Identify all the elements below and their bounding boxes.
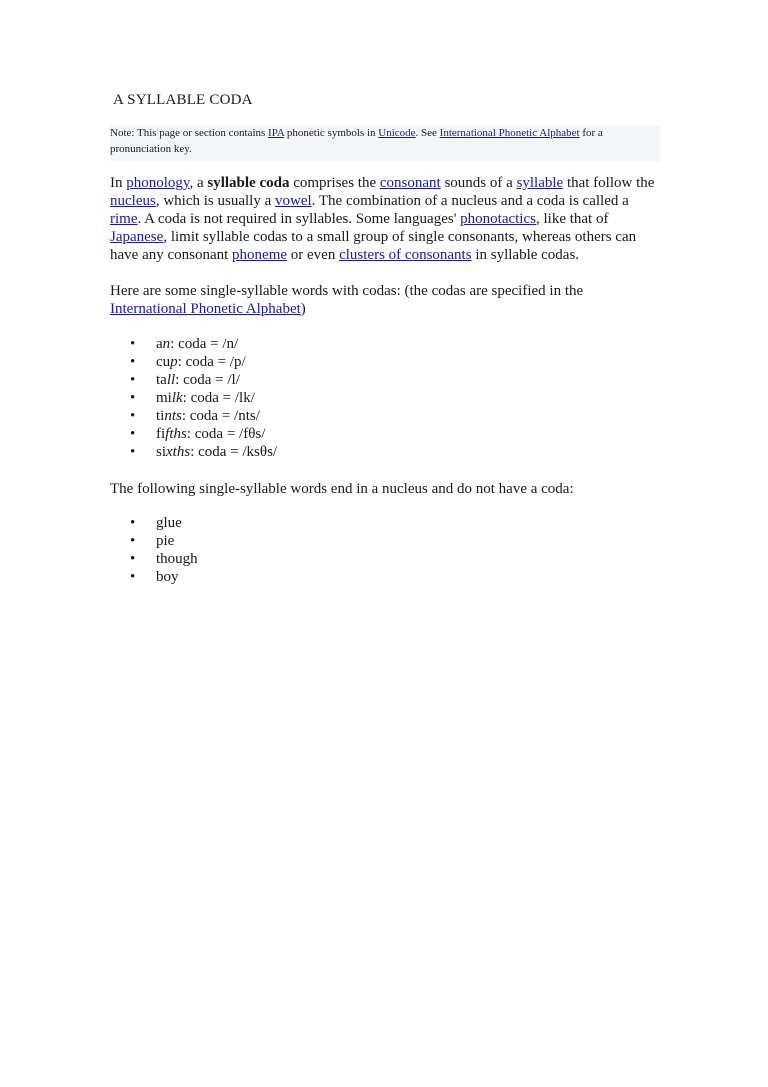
text: )	[300, 301, 306, 317]
word: though	[156, 551, 198, 567]
link-unicode[interactable]: Unicode	[378, 127, 416, 139]
text: sounds of a	[440, 175, 517, 191]
no-coda-examples-list	[110, 514, 198, 586]
note-text: for a pronunciation key.	[110, 127, 603, 155]
coda-part: xths	[166, 444, 191, 460]
word: boy	[156, 569, 179, 585]
examples-intro-paragraph	[110, 282, 662, 318]
bullet: •	[130, 354, 136, 370]
text: . A coda is not required in syllables. Some languages'	[137, 211, 461, 227]
list-item	[110, 335, 277, 353]
text: comprises the	[289, 175, 380, 191]
bullet: •	[130, 515, 136, 531]
note-text: phonetic symbols in	[284, 127, 379, 139]
coda-part: ll	[166, 372, 176, 388]
coda-ipa: : coda = /l/	[175, 372, 240, 388]
ipa-note-box	[110, 125, 660, 161]
link-phonotactics[interactable]: phonotactics	[460, 211, 536, 227]
link-ipa[interactable]: IPA	[268, 127, 285, 139]
word-part: cu	[156, 354, 171, 370]
list-item	[110, 443, 277, 461]
link-phoneme[interactable]: phoneme	[232, 247, 288, 263]
list-item	[110, 389, 277, 407]
word-part: a	[156, 336, 163, 352]
bullet: •	[130, 569, 136, 585]
text: , limit syllable codas to a small group of single consonants, whereas others can have any consonant	[110, 229, 637, 263]
coda-part: p	[170, 354, 178, 370]
link-vowel[interactable]: vowel	[274, 193, 312, 209]
coda-ipa: : coda = /fθs/	[186, 426, 266, 442]
bullet: •	[130, 551, 136, 567]
link-nucleus[interactable]: nucleus	[110, 193, 156, 209]
word-part: si	[156, 444, 167, 460]
coda-part: lk	[171, 390, 183, 406]
link-rime[interactable]: rime	[110, 211, 138, 227]
list-item	[110, 514, 198, 532]
note-text: . See	[415, 127, 440, 139]
coda-part: fths	[165, 426, 187, 442]
text: , like that of	[535, 211, 609, 227]
word: pie	[156, 533, 175, 549]
text: that follow the	[563, 175, 655, 191]
text: in syllable codas.	[471, 247, 580, 263]
list-item	[110, 353, 277, 371]
coda-examples-list	[110, 335, 277, 461]
link-international-phonetic-alphabet-2[interactable]: International Phonetic Alphabet	[110, 301, 301, 317]
bullet: •	[130, 336, 136, 352]
bullet: •	[130, 408, 136, 424]
list-item	[110, 550, 198, 568]
text: , which is usually a	[155, 193, 275, 209]
word-part: ti	[156, 408, 165, 424]
link-phonology[interactable]: phonology	[126, 175, 190, 191]
list-item	[110, 532, 198, 550]
intro-paragraph	[110, 174, 662, 264]
list-item	[110, 407, 277, 425]
note-text: Note: This page or section contains	[110, 127, 269, 139]
link-international-phonetic-alphabet[interactable]: International Phonetic Alphabet	[439, 127, 580, 139]
link-japanese[interactable]: Japanese	[110, 229, 164, 245]
page-title: A SYLLABLE CODA	[113, 92, 253, 108]
link-syllable[interactable]: syllable	[516, 175, 564, 191]
bullet: •	[130, 390, 136, 406]
word-part: mi	[156, 390, 172, 406]
word-part: fi	[156, 426, 166, 442]
list-item	[110, 371, 277, 389]
text: , a	[189, 175, 208, 191]
no-coda-paragraph: The following single-syllable words end in a nucleus and do not have a coda:	[110, 481, 574, 497]
coda-part: n	[162, 336, 171, 352]
list-item	[110, 425, 277, 443]
coda-ipa: : coda = /n/	[170, 336, 239, 352]
term-syllable-coda: syllable coda	[207, 175, 290, 191]
list-item	[110, 568, 198, 586]
coda-ipa: : coda = /lk/	[182, 390, 255, 406]
text: . The combination of a nucleus and a coda is called a	[311, 193, 629, 209]
bullet: •	[130, 444, 136, 460]
coda-ipa: : coda = /nts/	[181, 408, 260, 424]
text: Here are some single-syllable words with codas: (the codas are specified in the	[110, 283, 584, 299]
coda-ipa: : coda = /ksθs/	[190, 444, 278, 460]
bullet: •	[130, 372, 136, 388]
word: glue	[156, 515, 182, 531]
link-consonant[interactable]: consonant	[379, 175, 441, 191]
coda-ipa: : coda = /p/	[177, 354, 246, 370]
word-part: ta	[156, 372, 167, 388]
text: In	[110, 175, 127, 191]
text: or even	[287, 247, 340, 263]
coda-part: nts	[164, 408, 182, 424]
bullet: •	[130, 533, 136, 549]
bullet: •	[130, 426, 136, 442]
link-clusters-of-consonants[interactable]: clusters of consonants	[339, 247, 472, 263]
